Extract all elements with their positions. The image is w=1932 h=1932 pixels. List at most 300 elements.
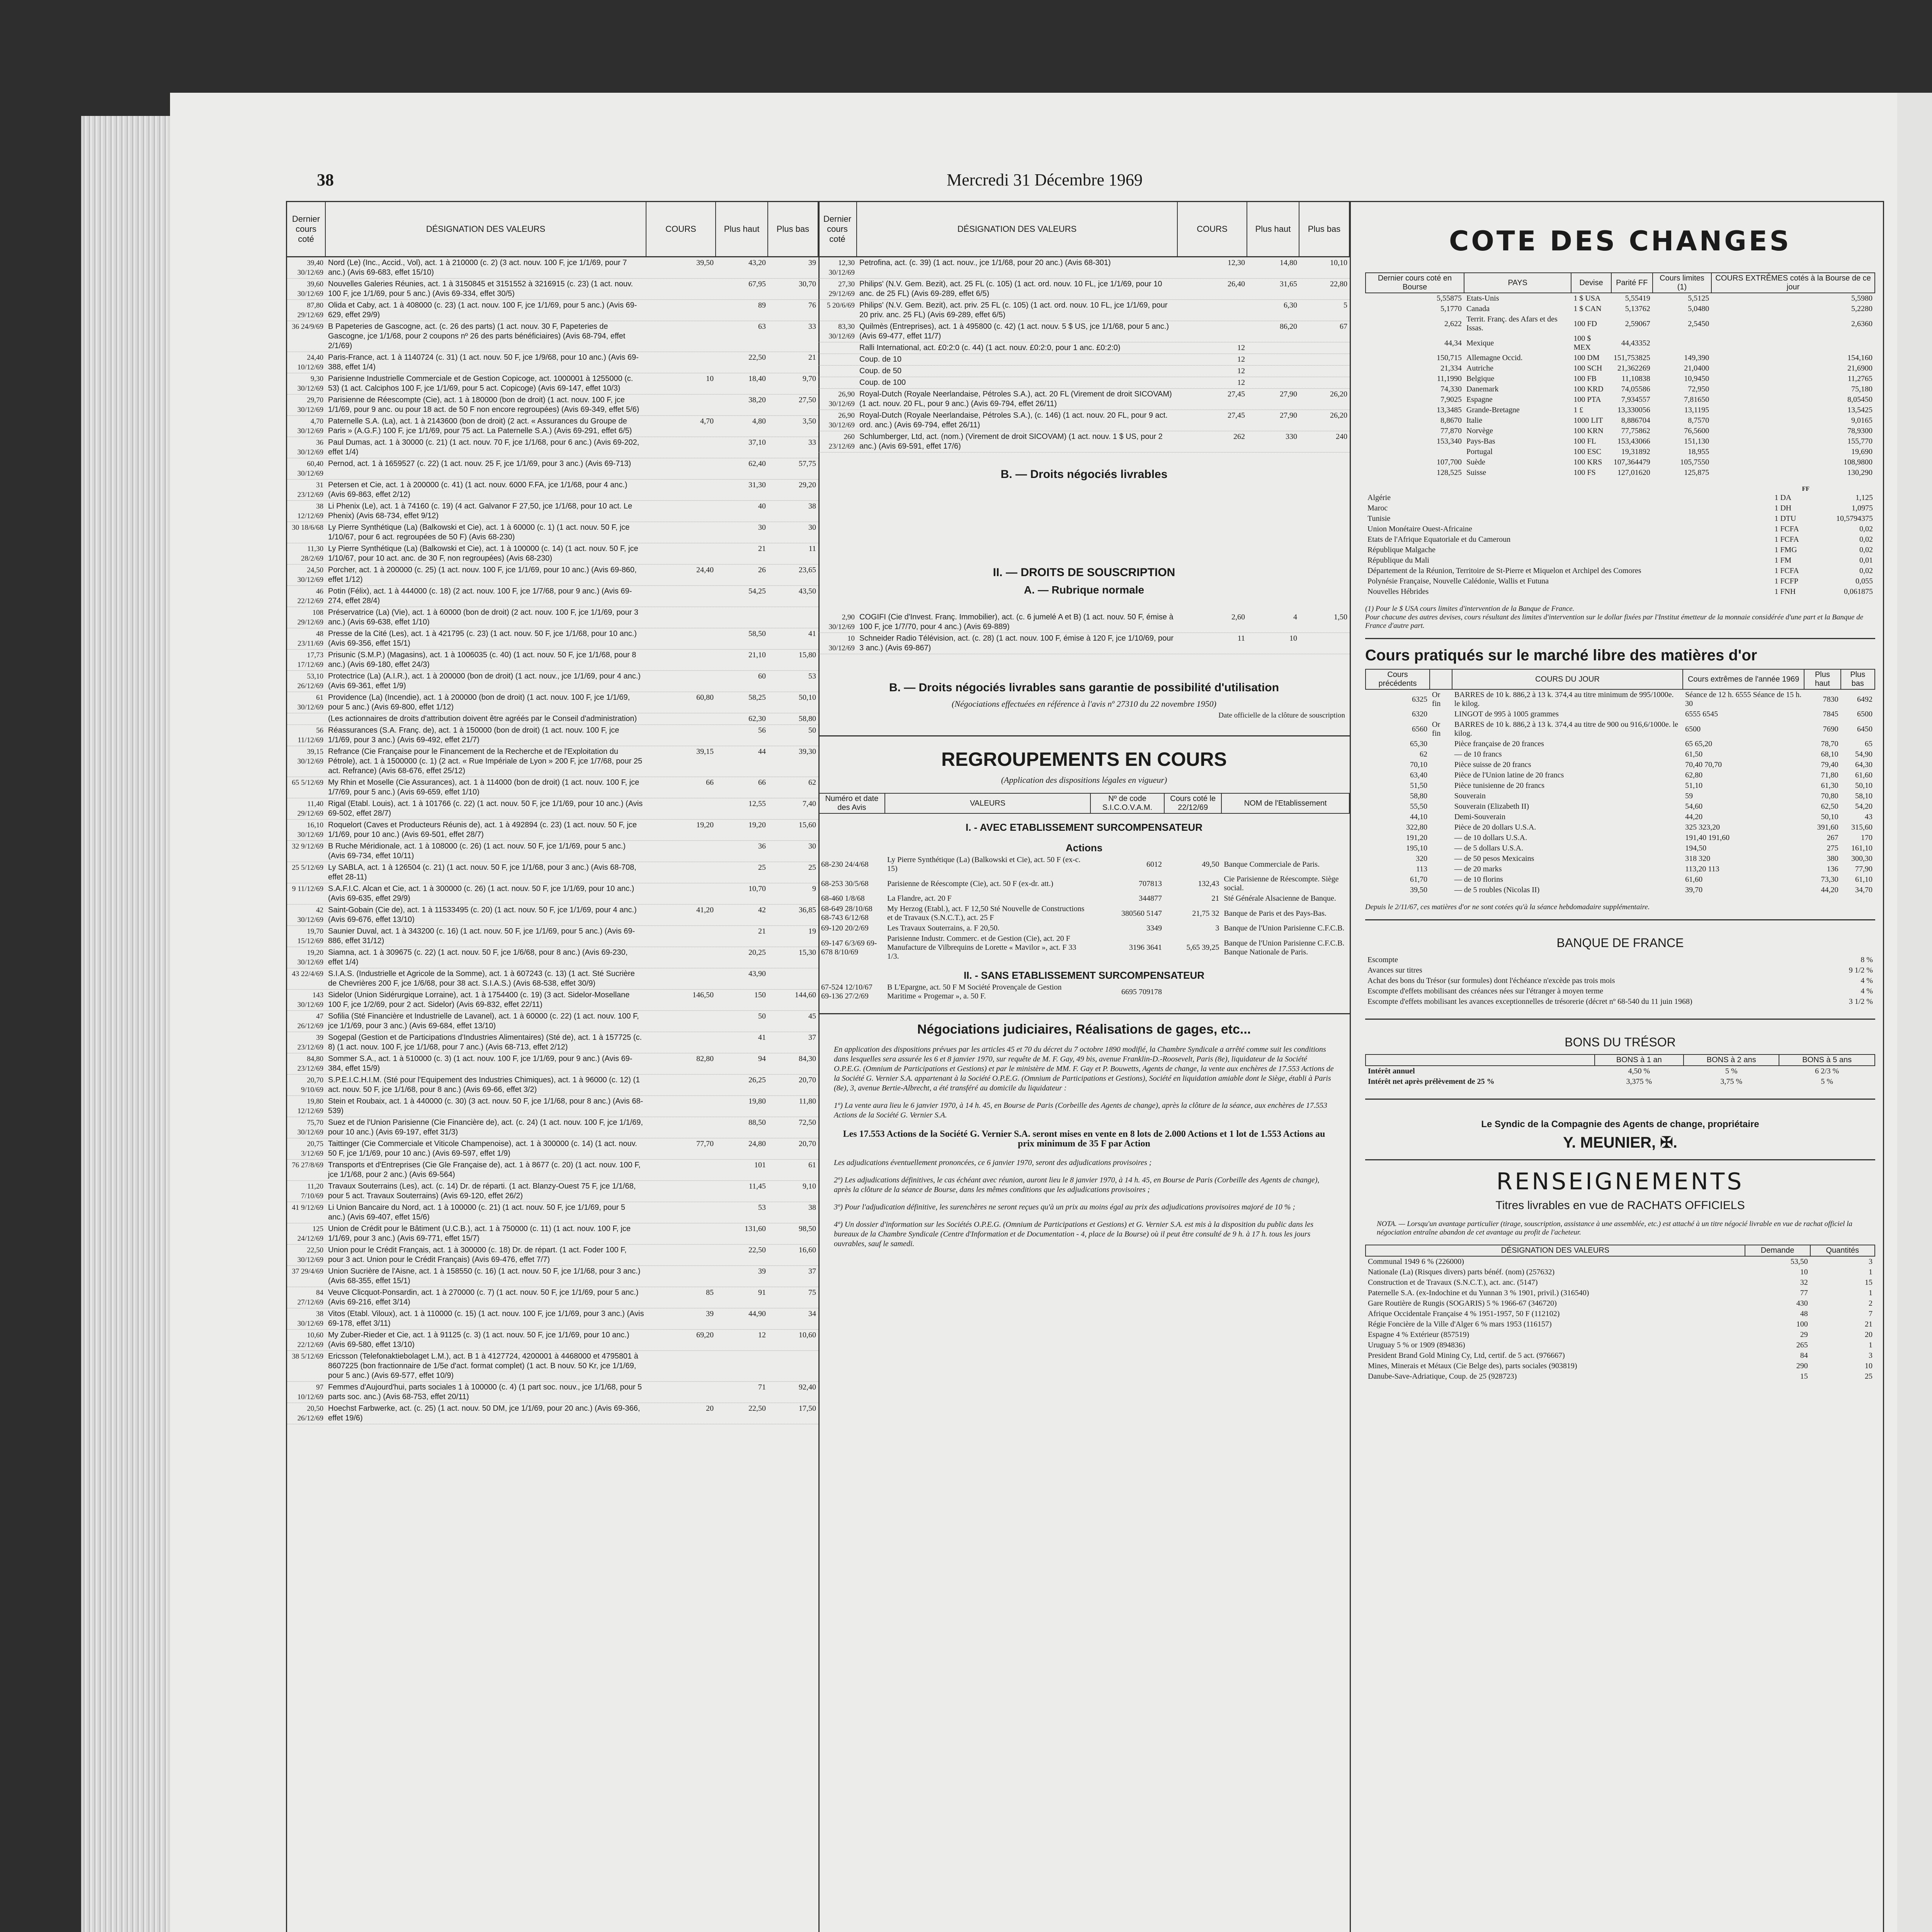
table-cell — [1711, 333, 1875, 353]
price: 2,60 — [1231, 613, 1245, 621]
high: 14,80 — [1280, 259, 1297, 267]
table-cell: 21,362269 — [1617, 364, 1650, 372]
price — [646, 586, 716, 607]
column-header: BONS à 5 ans — [1779, 1054, 1875, 1066]
high: 66 — [758, 778, 766, 787]
table-cell: 315,60 — [1851, 823, 1872, 832]
low: 10,60 — [799, 1331, 816, 1339]
table-cell: 3,75 % — [1720, 1077, 1742, 1086]
high: 71 — [758, 1383, 766, 1391]
table-row — [287, 1202, 818, 1223]
column-header: Nº de code S.I.C.O.V.A.M. — [1090, 793, 1164, 813]
security-name: Régie Foncière de la Ville d'Alger 6 % mars 1953 — [1368, 1320, 1522, 1328]
table-row — [287, 990, 818, 1011]
table-cell: 75,180 — [1851, 385, 1872, 393]
table-cell: 7830 — [1823, 695, 1838, 704]
table-row — [287, 373, 818, 395]
table-row — [287, 1382, 818, 1403]
table-cell: Avances sur titres — [1367, 966, 1422, 975]
table-cell: 21,0400 — [1684, 364, 1709, 372]
table-row — [1365, 986, 1875, 997]
table-cell: 44,43352 — [1621, 338, 1650, 347]
table-row — [287, 416, 818, 437]
security-code: (116157) — [1524, 1320, 1552, 1328]
table-cell: — de 10 florins — [1454, 875, 1503, 884]
table-cell: Banque de Paris et des Pays-Bas. — [1224, 909, 1327, 918]
table-cell: Suède — [1466, 458, 1485, 466]
low: 25 — [808, 863, 816, 872]
price — [646, 1382, 716, 1403]
high: 10,70 — [748, 884, 766, 893]
left-table-body — [287, 257, 818, 1424]
column-header: Devise — [1571, 273, 1611, 293]
price: 66 — [706, 778, 714, 787]
price — [646, 1181, 716, 1202]
low: 26,20 — [1330, 411, 1347, 420]
price: 41,20 — [696, 906, 714, 914]
high — [1247, 342, 1299, 354]
security-code: (226000) — [1435, 1257, 1464, 1266]
table-cell: 6500 — [1685, 724, 1701, 733]
table-cell: 34,70 — [1855, 886, 1872, 894]
price — [646, 352, 716, 373]
table-row — [287, 437, 818, 458]
table-row — [287, 725, 818, 746]
table-cell: — de 5 roubles (Nicolas II) — [1454, 886, 1540, 894]
low — [1299, 377, 1350, 388]
table-cell: — de 50 pesos Mexicains — [1454, 854, 1534, 863]
table-cell: 69-120 20/2/69 — [821, 924, 869, 932]
last-price-date: 16,10 30/12/69 — [297, 821, 323, 839]
last-price-date: 20,75 3/12/69 — [301, 1140, 323, 1158]
security-designation: S.A.F.I.C. Alcan et Cie, act. 1 à 300000 (c. 26) (1 act. nouv. 50 F, jce 1/1/69, pour 10 anc.) (Avis 69-635, effet 29/9) — [328, 884, 634, 903]
table-cell: 67-524 12/10/67 69-136 27/2/69 — [821, 983, 872, 1000]
table-cell: 44,34 — [1444, 338, 1462, 347]
low: 37 — [808, 1033, 816, 1042]
last-price-date: 65 5/12/69 — [292, 779, 323, 787]
table-row — [287, 458, 818, 480]
high: 94 — [758, 1054, 766, 1063]
table-cell: 25 — [1865, 1372, 1872, 1381]
table-cell: 13,330056 — [1617, 406, 1650, 414]
column-header: Cours précédents — [1366, 669, 1430, 689]
high — [716, 607, 768, 628]
low — [1299, 366, 1350, 377]
table-cell: 151,753825 — [1613, 354, 1650, 362]
banque-table — [1365, 955, 1875, 1007]
last-price-date: 56 11/12/69 — [298, 726, 323, 744]
book-page-edges — [81, 116, 182, 1932]
table-cell: 1 DTU — [1774, 514, 1796, 523]
table-cell: 61,60 — [1855, 771, 1872, 779]
table-cell — [1366, 1350, 1745, 1361]
security-designation: Parisienne Industrielle Commerciale et de Gestion Copicoge, act. 1000001 à 1255000 (c. 53) (1 act. Calciphos 100 F, jce 1/1/69, pour 5 act. Copicoge) (Avis 69-147, effet 10/3) — [328, 374, 633, 393]
security-designation: Sogepal (Gestion et de Participations d'Industries Alimentaires) (Sté de), act. 1 à 157725 (c. 8) (1 act. nouv. 100 F, jce 1/1/68, pour 7 anc.) (Avis 68-713, effet 2/12) — [328, 1033, 642, 1051]
mid-table-body — [818, 257, 1350, 452]
table-row — [1366, 1288, 1875, 1298]
security-designation: Ericsson (Telefonaktiebolaget L.M.), act. B 1 à 4127724, 4200001 à 4468000 et 4795801 à 8607225 (bon fractionnaire de 1/5e d'act. format complet) (1 act. B nouv. 50 Kr, jce 1/1/69, pour 5 anc.) (Avis 69-577, effet 10/9) — [328, 1352, 638, 1380]
table-cell: 1 $ USA — [1573, 294, 1601, 303]
price — [646, 607, 716, 628]
table-row — [287, 1403, 818, 1424]
table-row — [287, 1117, 818, 1138]
high: 58,25 — [748, 693, 766, 702]
security-name: Gare Routière de Rungis (SOGARIS) 5 % 1966-67 — [1368, 1299, 1527, 1308]
security-name: Paternelle S.A. (ex-Indochine et du Yunnan 3 % 1901, privil.) — [1368, 1289, 1559, 1297]
table-row — [287, 777, 818, 798]
price — [1178, 300, 1247, 321]
security-designation: Roquelort (Caves et Producteurs Réunis de), act. 1 à 492894 (c. 23) (1 act. nouv. 50 F, jce 1/1/69, pour 10 anc.) (Avis 69-501, effet 28/7) — [328, 821, 637, 839]
table-cell: Souverain (Elizabeth II) — [1454, 802, 1529, 811]
high: 38,20 — [748, 396, 766, 404]
last-price-date: 11,20 7/10/69 — [301, 1182, 323, 1200]
last-price-date: 2,90 30/12/69 — [828, 613, 855, 631]
security-code: (928723) — [1488, 1372, 1517, 1381]
table-cell: 11,10838 — [1621, 374, 1650, 383]
last-price-date: 39,15 30/12/69 — [297, 748, 323, 765]
table-cell: Espagne — [1466, 395, 1493, 404]
table-cell: 150,715 — [1437, 354, 1462, 362]
table-cell: Allemagne Occid. — [1466, 354, 1523, 362]
table-cell: 1,125 — [1855, 493, 1873, 502]
table-cell: 65 — [1865, 740, 1872, 748]
header-plus-haut: Plus haut — [716, 202, 768, 256]
rens-subtitle: Titres livrables en vue de RACHATS OFFICIELS — [1495, 1199, 1745, 1212]
changes-footnote-2: Pour chacune des autres devises, cours résultant des limites d'intervention sur le dollar fixées par l'Institut émetteur de la monnaie considérée d'une part et la Banque de France d'autre part. — [1365, 613, 1864, 630]
table-cell: 100 FS — [1573, 468, 1596, 477]
table-row — [1365, 514, 1875, 524]
price: 10 — [706, 374, 714, 383]
table-row — [819, 855, 1349, 874]
high: 26,25 — [748, 1076, 766, 1084]
table-row — [1366, 353, 1875, 363]
table-cell: 100 SCH — [1573, 364, 1602, 372]
price — [646, 968, 716, 989]
last-price-date: 11,40 29/12/69 — [297, 800, 323, 818]
table-cell: 21 — [1865, 1320, 1872, 1328]
table-row — [1366, 395, 1875, 405]
table-cell: 3,375 % — [1626, 1077, 1652, 1086]
low: 23,65 — [799, 566, 816, 574]
table-row — [1365, 545, 1875, 555]
security-designation: Olida et Caby, act. 1 à 408000 (c. 23) (1 act. nouv. 100 F, jce 1/1/69, pour 5 anc.) (Avis 69-629, effet 29/9) — [328, 301, 637, 319]
last-price-date: 83,30 30/12/69 — [828, 323, 855, 340]
price — [646, 458, 716, 479]
table-row — [287, 1096, 818, 1117]
column-header: Dernier cours coté en Bourse — [1366, 273, 1464, 293]
table-row — [1366, 739, 1875, 749]
bons-table — [1365, 1054, 1875, 1087]
high: 30 — [758, 523, 766, 532]
high: 62,30 — [748, 714, 766, 723]
table-row — [1366, 1066, 1875, 1077]
last-price-date: 36 24/9/69 — [292, 323, 323, 331]
low: 92,40 — [799, 1383, 816, 1391]
low: 9,70 — [803, 374, 816, 383]
price: 39,15 — [696, 747, 714, 756]
security-designation: Providence (La) (Incendie), act. 1 à 200000 (bon de droit) (1 act. nouv. 100 F, jce 1/1/69, pour 5 anc.) (Avis 69-800, effet 1/12) — [328, 693, 630, 711]
price — [646, 501, 716, 522]
section-title: I. - AVEC ETABLISSEMENT SURCOMPENSATEUR — [966, 821, 1202, 833]
security-designation: Suez et de l'Union Parisienne (Cie Financière de), act. (c. 24) (1 act. nouv. 100 F, jce 1/1/69, pour 10 anc.) (Avis 69-197, effet 31/3) — [328, 1118, 643, 1136]
table-cell — [1430, 709, 1452, 719]
table-row — [287, 1053, 818, 1075]
security-designation: Li Union Bancaire du Nord, act. 1 à 100000 (c. 21) (1 act. nouv. 50 F, jce 1/1/69, pour 5 anc.) (Avis 69-407, effet 15/6) — [328, 1203, 625, 1221]
table-cell: Or fin — [1432, 690, 1441, 708]
table-row — [1366, 822, 1875, 833]
table-row — [287, 586, 818, 607]
table-cell: Séance de 12 h. 6555 Séance de 15 h. 30 — [1685, 690, 1802, 708]
low: 61 — [808, 1161, 816, 1169]
table-row — [287, 1351, 818, 1382]
low: 15,60 — [799, 821, 816, 829]
price: 19,20 — [696, 821, 714, 829]
table-cell: 10,9450 — [1684, 374, 1709, 383]
security-code: (257632) — [1526, 1268, 1555, 1276]
changes-table — [1365, 272, 1875, 478]
security-designation: COGIFI (Cie d'Invest. Franç. Immobilier), act. (c. 6 jumelé A et B) (1 act. nouv. 50 F, émise à 100 F, jce 1/7/70, pour 4 anc.) (Avis 69-889) — [859, 613, 1173, 631]
security-designation: Travaux Souterrains (Les), act. (c. 14) Dr. de réparti. (1 act. Blanzy-Ouest 75 F, jce 1/1/68, pour 5 act. Travaux Souterrains) (Avis 69-120, effet 26/2) — [328, 1182, 636, 1200]
table-cell: 113,20 113 — [1685, 865, 1719, 873]
table-cell: 108,9800 — [1844, 458, 1872, 466]
low: 29,20 — [799, 481, 816, 489]
last-price-date: 19,20 30/12/69 — [297, 949, 323, 966]
table-row — [1366, 781, 1875, 791]
page-header — [170, 170, 1897, 193]
low: 41 — [808, 629, 816, 638]
table-row — [287, 543, 818, 565]
last-price-date: 39,40 30/12/69 — [297, 259, 323, 277]
low — [1299, 342, 1350, 354]
table-row — [287, 628, 818, 650]
table-cell: 100 FD — [1573, 319, 1597, 328]
table-cell: 50,10 — [1855, 781, 1872, 790]
high — [716, 1351, 768, 1381]
security-designation: Ly SABLA, act. 1 à 126504 (c. 21) (1 act. nouv. 50 F, jce 1/1/68, pour 3 anc.) (Avis 68-708, effet 28-11) — [328, 863, 636, 881]
security-designation: Saunier Duval, act. 1 à 343200 (c. 16) (1 act. nouv. 50 F, jce 1/1/69, pour 5 anc.) (Avis 69-886, effet 31/12) — [328, 927, 635, 945]
security-designation: Parisienne de Réescompte (Cie), act. 1 à 180000 (bon de droit) (1 act. nouv. 100 F, jce 1/1/69, pour 9 anc. ou pour 18 act. de 50 F non encore regroupées) (Avis 69-349, effet 5/6) — [328, 396, 639, 414]
table-row — [1366, 760, 1875, 770]
table-row — [1365, 503, 1875, 514]
price — [646, 947, 716, 968]
table-row — [287, 565, 818, 586]
security-code: (903819) — [1549, 1362, 1577, 1370]
low: 20,70 — [799, 1139, 816, 1148]
regroup-title: REGROUPEMENTS EN COURS — [941, 748, 1227, 770]
nego-paragraph: 3º) Pour l'adjudication définitive, les surenchères ne seront reçues qu'à un prix au moins égal au prix des adjudications provisoires majoré de 10 % ; — [834, 1203, 1296, 1211]
header-plus-haut: Plus haut — [1247, 202, 1299, 256]
price — [646, 395, 716, 415]
table-cell: 74,05586 — [1621, 385, 1650, 393]
table-row — [1366, 791, 1875, 801]
table-cell: Pièce suisse de 20 francs — [1454, 760, 1531, 769]
table-cell: 161,10 — [1851, 844, 1872, 852]
table-cell: 325 323,20 — [1685, 823, 1720, 832]
security-designation: Vitos (Etabl. Viloux), act. 1 à 110000 (c. 15) (1 act. nouv. 100 F, jce 1/1/69, pour 3 anc.) (Avis 69-178, effet 3/11) — [328, 1310, 644, 1328]
last-price-date: 17,73 17/12/69 — [297, 651, 323, 669]
table-cell: Demi-Souverain — [1454, 813, 1505, 821]
column-header: Cours limites (1) — [1653, 273, 1711, 293]
table-cell: Parisienne Industr. Commerc. et de Gestion (Cie), act. 20 F Manufacture de Vilbrequins de Lorette « Mavilor », act. F 33 1/3. — [887, 934, 1077, 961]
table-cell: Pièce de l'Union latine de 20 francs — [1454, 771, 1564, 779]
security-designation: S.P.E.I.C.H.I.M. (Sté pour l'Equipement des Industries Chimiques), act. 1 à 96000 (c. 12) (1 act. nouv. 50 F, jce 1/1/68, pour 8 anc.) (Avis 69-66, effet 3/2) — [328, 1076, 640, 1094]
table-row — [1365, 566, 1875, 576]
gold-title: Cours pratiqués sur le marché libre des matières d'or — [1365, 647, 1757, 664]
table-cell: 191,40 191,60 — [1685, 833, 1730, 842]
low: 15,80 — [799, 651, 816, 659]
table-cell: 3349 — [1146, 924, 1162, 932]
table-cell — [1430, 739, 1452, 749]
column-header: Cours extrêmes de l'année 1969 — [1683, 669, 1804, 689]
table-row — [287, 1160, 818, 1181]
security-designation: Coup. de 100 — [859, 378, 906, 387]
header-cours: COURS — [646, 202, 716, 256]
table-cell: 2,6360 — [1851, 319, 1872, 328]
table-cell: Banque Commerciale de Paris. — [1224, 860, 1320, 869]
column-header: BONS à 1 an — [1595, 1054, 1684, 1066]
high: 39 — [758, 1267, 766, 1276]
header-designation: DÉSIGNATION DES VALEURS — [326, 202, 646, 256]
low: 19 — [808, 927, 816, 935]
table-cell: République du Mali — [1367, 556, 1429, 565]
table-cell: 19,690 — [1851, 447, 1872, 456]
table-cell: 430 — [1796, 1299, 1808, 1308]
high: 56 — [758, 726, 766, 735]
high: 91 — [758, 1288, 766, 1297]
table-row — [1366, 770, 1875, 781]
column-header: VALEURS — [885, 793, 1090, 813]
security-designation: Paris-France, act. 1 à 1140724 (c. 31) (1 act. nouv. 50 F, jce 1/9/68, pour 10 anc.) (Avis 69-388, effet 1/4) — [328, 353, 639, 371]
table-cell: 68-253 30/5/68 — [821, 879, 869, 888]
price: 77,70 — [696, 1139, 714, 1148]
table-cell: 1,0975 — [1852, 504, 1873, 512]
table-cell: — de 5 dollars U.S.A. — [1454, 844, 1524, 852]
table-cell: 21,334 — [1440, 364, 1462, 372]
price — [646, 300, 716, 321]
price — [646, 650, 716, 670]
table-row — [287, 352, 818, 373]
security-designation: Hoechst Farbwerke, act. (c. 25) (1 act. nouv. 50 DM, jce 1/1/69, pour 20 anc.) (Avis 69-366, effet 19/6) — [328, 1404, 640, 1422]
table-cell: Or fin — [1432, 720, 1441, 738]
table-row — [818, 321, 1350, 342]
high: 18,40 — [748, 374, 766, 383]
low: 33 — [808, 438, 816, 447]
table-cell: 73,30 — [1821, 875, 1838, 884]
table-row — [1366, 1277, 1875, 1288]
table-row — [1366, 293, 1875, 304]
table-cell: 5,2280 — [1851, 304, 1872, 313]
table-row — [287, 395, 818, 416]
table-cell: 5,65 39,25 — [1186, 943, 1219, 952]
table-cell: 113 — [1416, 865, 1428, 873]
table-row — [1366, 1330, 1875, 1340]
table-cell: 10 — [1865, 1362, 1872, 1370]
table-cell — [1430, 760, 1452, 770]
table-row — [1366, 436, 1875, 447]
column-header: Demande — [1745, 1245, 1810, 1256]
table-cell: Escompte d'effets mobilisant les avances exceptionnelles de trésorerie (décret nº 68-540 du 11 juin 1968) — [1367, 997, 1692, 1006]
table-row — [287, 480, 818, 501]
table-cell: Italie — [1466, 416, 1483, 425]
security-designation: B Ruche Méridionale, act. 1 à 108000 (c. 26) (1 act. nouv. 50 F, jce 1/1/69, pour 5 anc.) (Avis 69-734, effet 10/11) — [328, 842, 626, 860]
price — [646, 1032, 716, 1053]
low: 98,50 — [799, 1225, 816, 1233]
price — [646, 480, 716, 500]
low: 50,10 — [799, 693, 816, 702]
table-row — [1366, 749, 1875, 760]
table-cell: 344877 — [1138, 894, 1162, 903]
low: 45 — [808, 1012, 816, 1020]
price: 39,50 — [696, 259, 714, 267]
gold-table — [1365, 669, 1875, 895]
table-cell: 21,6900 — [1847, 364, 1872, 372]
table-cell: Sté Générale Alsacienne de Banque. — [1224, 894, 1336, 903]
exchange-column-right — [1357, 202, 1883, 1932]
header-dernier: Dernier cours coté — [287, 202, 326, 256]
table-cell: 8,8670 — [1440, 416, 1462, 425]
table-cell: — de 10 dollars U.S.A. — [1454, 833, 1527, 842]
price: 4,70 — [700, 417, 714, 425]
price: 24,40 — [696, 566, 714, 574]
table-cell: 0,02 — [1859, 525, 1873, 533]
table-cell — [1430, 854, 1452, 864]
security-code: (112102) — [1531, 1310, 1560, 1318]
table-row — [1366, 363, 1875, 374]
table-cell: 290 — [1796, 1362, 1808, 1370]
table-cell: Escompte — [1367, 956, 1398, 964]
table-cell: LINGOT de 995 à 1005 grammes — [1454, 710, 1559, 718]
table-row — [287, 841, 818, 862]
table-cell: Pièce française de 20 frances — [1454, 740, 1544, 748]
low: 30,70 — [799, 280, 816, 288]
securities-column-middle — [818, 202, 1351, 1932]
syndic-name: Y. MEUNIER, ✠. — [1563, 1134, 1677, 1151]
table-cell: Escompte d'effets mobilisant des créances nées sur l'étranger à moyen terme — [1367, 987, 1603, 995]
table-cell: 49,50 — [1202, 860, 1219, 869]
low: 20,70 — [799, 1076, 816, 1084]
header-plus-bas: Plus bas — [1299, 202, 1350, 256]
high — [1247, 354, 1299, 365]
security-designation: Sidelor (Union Sidérurgique Lorraine), act. 1 à 1754400 (c. 19) (3 act. Sidelor-Mosellane 100 F, jce 1/2/69, pour 2 act. Sidelor) (Avis 69-832, effet 22/11) — [328, 991, 630, 1009]
table-cell: Portugal — [1466, 447, 1493, 456]
last-price-date: 38 12/12/69 — [297, 502, 323, 520]
column-header: Parité FF — [1611, 273, 1653, 293]
table-row — [818, 366, 1350, 377]
price — [646, 321, 716, 352]
table-cell: 5,1770 — [1440, 304, 1462, 313]
high: 27,90 — [1280, 390, 1297, 398]
high: 22,50 — [748, 353, 766, 362]
high: 25 — [758, 863, 766, 872]
low: 17,50 — [799, 1404, 816, 1413]
table-cell: 194,50 — [1685, 844, 1707, 852]
table-cell: 19,31892 — [1621, 447, 1650, 456]
table-row — [1366, 843, 1875, 854]
security-designation: Refrance (Cie Française pour le Financement de la Recherche et de l'Exploitation du Pétrole), act. 1 à 1500000 (c. 1) (2 act. « Rue Impériale de Lyon » 200 F, jce 1/7/68, pour 25 act. Refrance) (Avis 68-676, effet 25/12) — [328, 747, 643, 775]
price — [646, 725, 716, 746]
high: 43,20 — [748, 259, 766, 267]
price — [646, 437, 716, 458]
low: 15,30 — [799, 948, 816, 957]
section-title: Actions — [1065, 842, 1103, 854]
table-cell: 70,10 — [1410, 760, 1428, 769]
section-row — [819, 962, 1349, 982]
low: 37 — [808, 1267, 816, 1276]
price — [646, 1223, 716, 1244]
securities-column-left — [287, 202, 820, 1932]
table-cell: — de 20 marks — [1454, 865, 1502, 873]
low: 21 — [808, 353, 816, 362]
